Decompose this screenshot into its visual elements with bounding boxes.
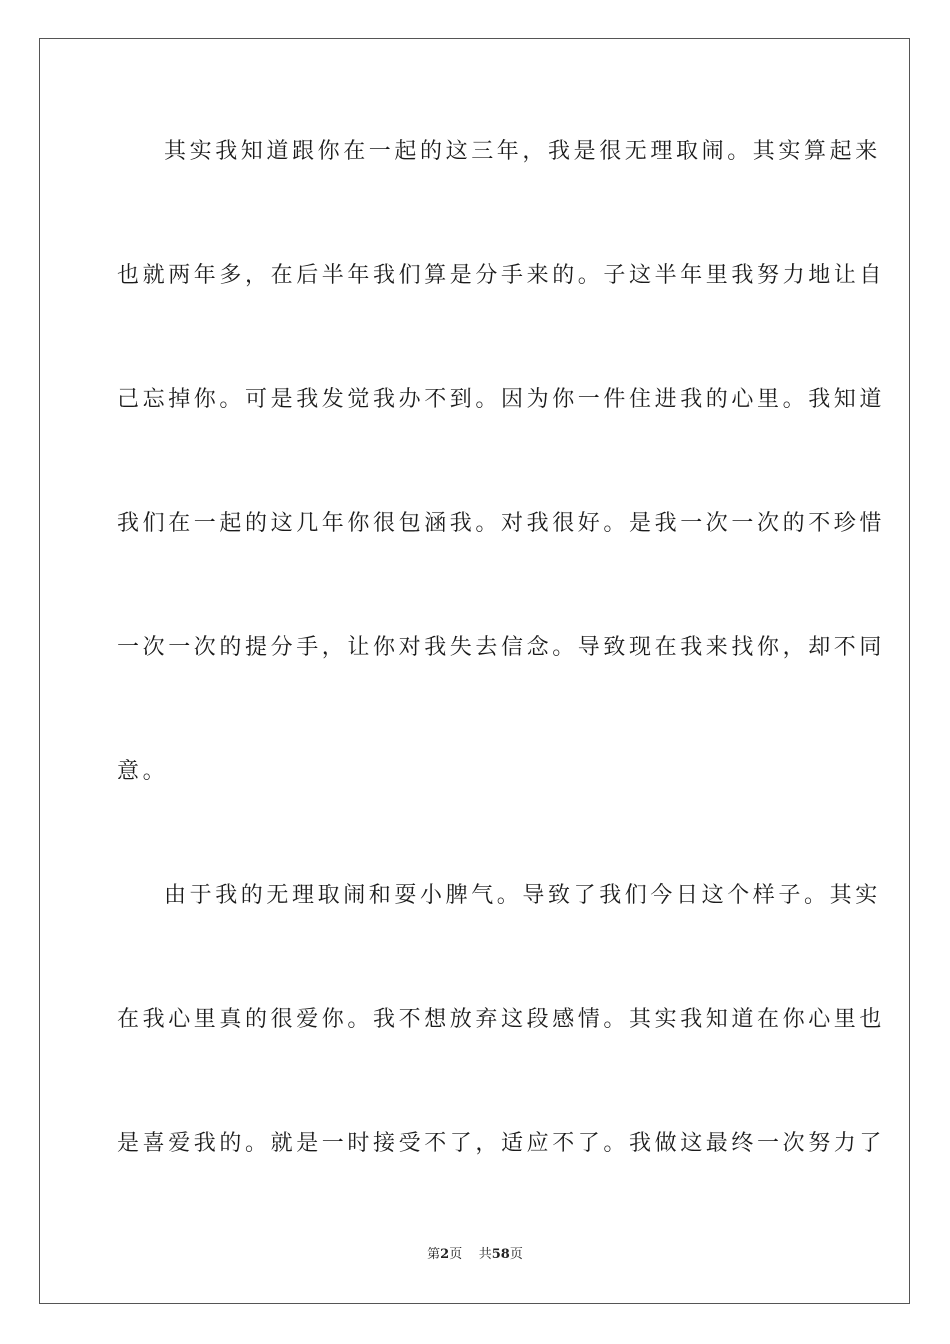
page-suffix: 页 (449, 1247, 463, 1262)
text-line: 我们在一起的这几年你很包涵我。对我很好。是我一次一次的不珍惜 (117, 511, 886, 536)
total-prefix: 共 (478, 1247, 492, 1262)
text-line: 意。 (117, 759, 169, 784)
text-line: 也就两年多，在后半年我们算是分手来的。子这半年里我努力地让自 (117, 263, 886, 288)
text-line: 由于我的无理取闹和耍小脾气。导致了我们今日这个样子。其实 (164, 883, 881, 908)
page-prefix: 第 (427, 1247, 441, 1262)
text-line: 一次一次的提分手，让你对我失去信念。导致现在我来找你，却不同 (117, 635, 886, 660)
total-pages-indicator (479, 1247, 523, 1262)
page-footer (0, 1246, 950, 1264)
total-pages: 58 (491, 1247, 510, 1262)
text-line: 是喜爱我的。就是一时接受不了，适应不了。我做这最终一次努力了 (117, 1131, 886, 1156)
page-indicator (427, 1247, 462, 1262)
text-line: 在我心里真的很爱你。我不想放弃这段感情。其实我知道在你心里也 (117, 1007, 886, 1032)
text-line: 己忘掉你。可是我发觉我办不到。因为你一件住进我的心里。我知道 (117, 387, 886, 412)
total-suffix: 页 (509, 1247, 523, 1262)
page-border (39, 38, 910, 1304)
page-number: 2 (440, 1247, 450, 1262)
text-line: 其实我知道跟你在一起的这三年，我是很无理取闹。其实算起来 (164, 139, 881, 164)
